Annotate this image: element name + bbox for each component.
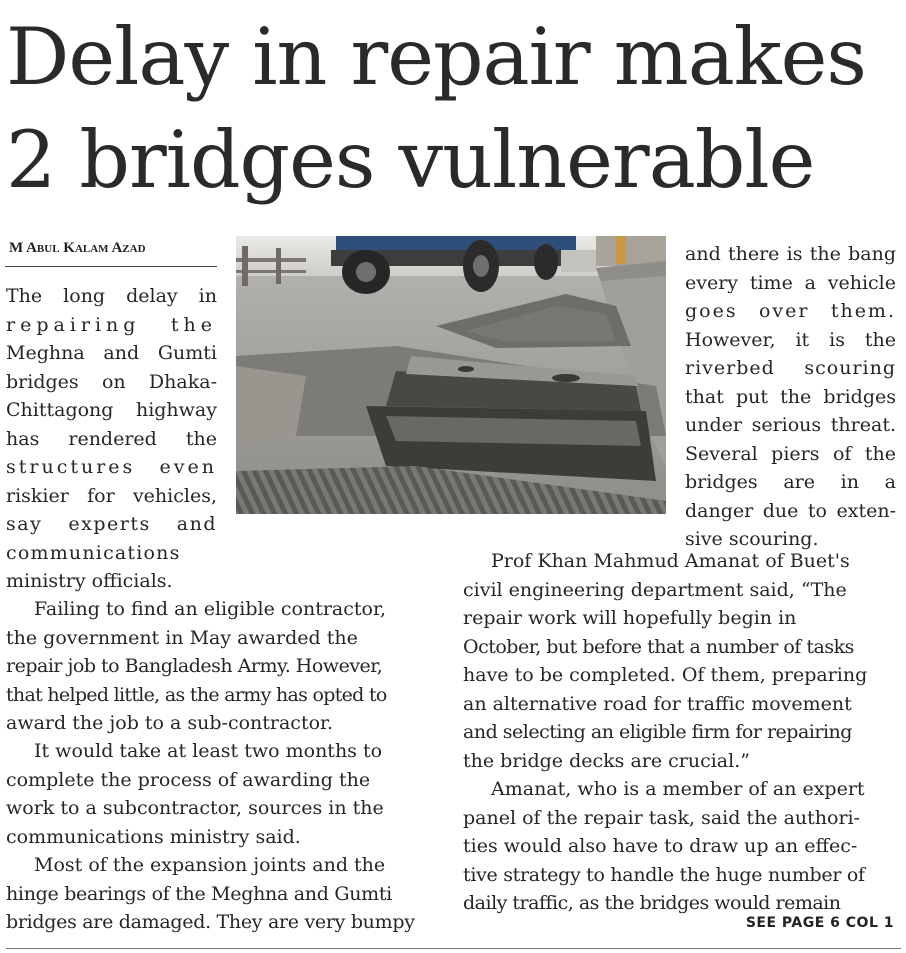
text-line: repair work will hopefully begin in bbox=[463, 607, 797, 629]
text-line: sive scouring. bbox=[685, 528, 819, 550]
headline bbox=[6, 6, 902, 212]
paragraph-timeline bbox=[6, 737, 439, 851]
text-line: The long delay in bbox=[6, 285, 217, 307]
paragraph-scouring bbox=[685, 240, 896, 554]
text-line: Several piers of the bbox=[685, 442, 896, 465]
text-line: ties would also have to draw up an effec- bbox=[463, 835, 858, 857]
text-line: However, it is the bbox=[685, 328, 896, 351]
text-line: daily traffic, as the bridges would remain bbox=[463, 892, 841, 914]
text-line: has rendered the bbox=[6, 427, 217, 450]
text-line: It would take at least two months to bbox=[34, 740, 383, 762]
text-line: and selecting an eligible firm for repairing bbox=[463, 721, 852, 743]
text-line: civil engineering department said, “The bbox=[463, 578, 847, 601]
text-line: repairing the bbox=[6, 313, 217, 336]
text-line: under serious threat. bbox=[685, 414, 896, 436]
text-line: work to a subcontractor, sources in the bbox=[6, 797, 384, 819]
text-line: Meghna and Gumti bbox=[6, 342, 217, 364]
text-line: danger due to exten- bbox=[685, 499, 896, 522]
paragraph-contractor bbox=[6, 595, 439, 738]
text-line: goes over them. bbox=[685, 300, 896, 322]
paragraph-amanat-panel bbox=[463, 775, 896, 918]
text-line: the bridge decks are crucial.” bbox=[463, 749, 750, 772]
byline-divider bbox=[5, 266, 217, 267]
text-line: Most of the expansion joints and the bbox=[34, 854, 386, 876]
text-line: riskier for vehicles, bbox=[6, 484, 217, 507]
text-line: Amanat, who is a member of an expert bbox=[491, 778, 865, 800]
text-line: tive strategy to handle the huge number of bbox=[463, 863, 865, 886]
paragraph-amanat-quote bbox=[463, 547, 896, 775]
text-line: riverbed scouring bbox=[685, 357, 896, 379]
paragraph-intro bbox=[6, 282, 217, 596]
paragraph-joints bbox=[6, 851, 439, 937]
text-line: an alternative road for traffic movement bbox=[463, 692, 852, 715]
byline: M Abul Kalam Azad bbox=[9, 240, 146, 256]
text-line: structures even bbox=[6, 456, 217, 478]
text-line: October, but before that a number of tasks bbox=[463, 635, 854, 658]
text-line: and there is the bang bbox=[685, 243, 896, 265]
text-line: bridges are in a bbox=[685, 471, 896, 493]
text-line: bridges on Dhaka- bbox=[6, 370, 217, 393]
text-line: Failing to find an eligible contractor, bbox=[34, 598, 386, 620]
text-line: communications ministry said. bbox=[6, 825, 301, 848]
text-line: have to be completed. Of them, preparing bbox=[463, 664, 868, 686]
headline-line-1: Delay in repair makes bbox=[6, 11, 866, 103]
text-line: panel of the repair task, said the authori- bbox=[463, 806, 861, 829]
text-line: bridges are damaged. They are very bumpy bbox=[6, 911, 415, 933]
text-line: that helped little, as the army has opted to bbox=[6, 683, 387, 706]
text-line: repair job to Bangladesh Army. However, bbox=[6, 655, 383, 677]
text-line: the government in May awarded the bbox=[6, 626, 358, 649]
text-line: award the job to a sub-contractor. bbox=[6, 712, 334, 734]
text-line: Chittagong highway bbox=[6, 399, 217, 421]
text-line: say experts and bbox=[6, 513, 217, 535]
text-line: ministry officials. bbox=[6, 570, 173, 592]
text-line: hinge bearings of the Meghna and Gumti bbox=[6, 882, 392, 905]
text-line: that put the bridges bbox=[685, 385, 896, 408]
headline-line-2: 2 bridges vulnerable bbox=[6, 114, 815, 206]
text-line: every time a vehicle bbox=[685, 271, 896, 294]
text-line: communications bbox=[6, 541, 181, 564]
bottom-divider bbox=[6, 948, 901, 949]
continued-reference: SEE PAGE 6 COL 1 bbox=[745, 915, 894, 931]
text-line: Prof Khan Mahmud Amanat of Buet's bbox=[491, 550, 850, 572]
bridge-joint-image bbox=[236, 236, 666, 514]
text-line: complete the process of awarding the bbox=[6, 768, 371, 791]
bridge-joint-photo bbox=[236, 236, 666, 514]
